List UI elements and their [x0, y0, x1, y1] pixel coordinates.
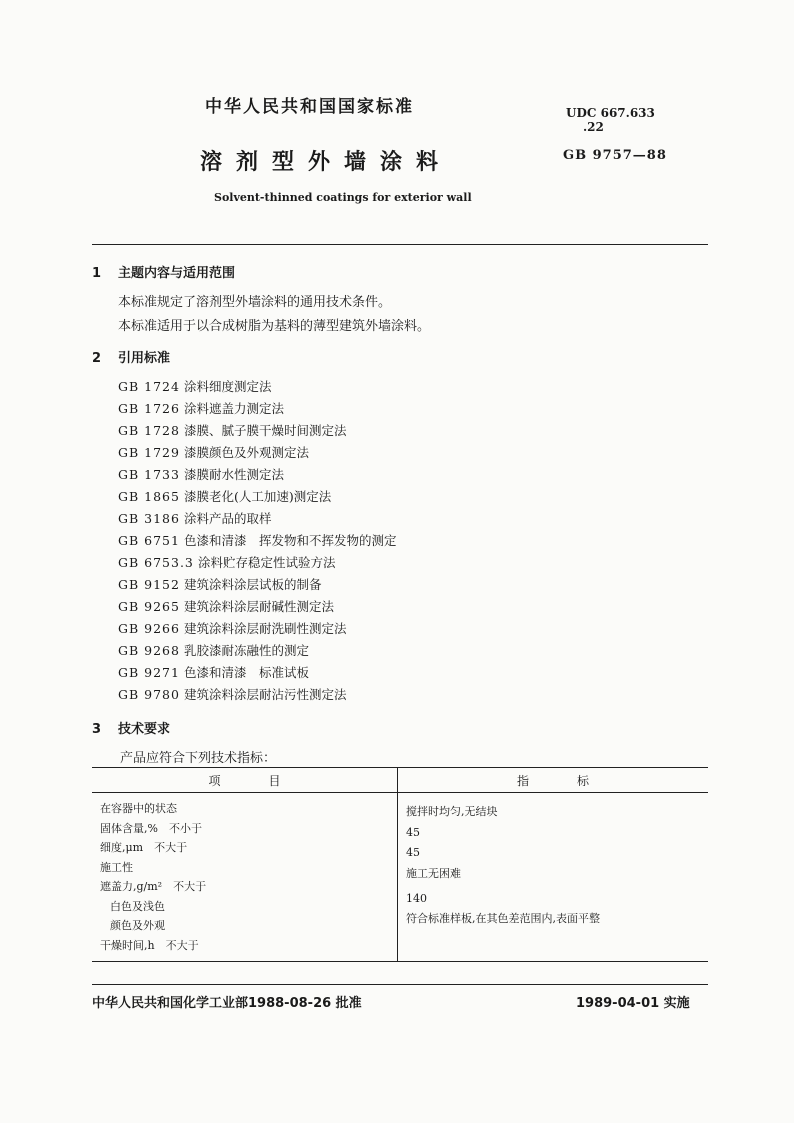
- index-value: 搅拌时均匀,无结块: [406, 805, 498, 818]
- column-header-item: 项 目: [92, 768, 398, 793]
- reference-name: 漆膜老化(人工加速)测定法: [184, 489, 332, 504]
- index-value: 45: [406, 846, 420, 859]
- reference-name: 色漆和清漆 挥发物和不挥发物的测定: [184, 533, 397, 548]
- table-header-row: [92, 768, 708, 793]
- reference-code: GB 1728: [118, 423, 180, 438]
- reference-code: GB 1733: [118, 467, 180, 482]
- reference-item: [118, 663, 309, 681]
- reference-code: GB 9271: [118, 665, 180, 680]
- reference-code: GB 1729: [118, 445, 180, 460]
- section-number: 2: [92, 351, 102, 366]
- reference-item: [118, 487, 331, 505]
- section-2-heading: [92, 347, 170, 366]
- reference-name: 建筑涂料涂层试板的制备: [184, 577, 322, 592]
- item-label: 白色及浅色: [110, 899, 165, 913]
- index-value: 140: [406, 892, 427, 905]
- footer-divider: [92, 984, 708, 985]
- reference-code: GB 6753.3: [118, 555, 194, 570]
- reference-code: GB 1724: [118, 379, 180, 394]
- table-intro: 产品应符合下列技术指标：: [120, 751, 277, 766]
- section-3-heading: [92, 718, 170, 737]
- item-label: 遮盖力,g/m² 不大于: [100, 880, 207, 893]
- section-number: 3: [92, 722, 102, 737]
- reference-code: GB 1865: [118, 489, 180, 504]
- reference-item: [118, 377, 272, 395]
- index-value: 符合标准样板,在其色差范围内,表面平整: [406, 911, 600, 925]
- item-label: 干燥时间,h 不大于: [100, 938, 199, 952]
- reference-name: 涂料遮盖力测定法: [184, 401, 285, 416]
- paragraph: 本标准规定了溶剂型外墙涂料的通用技术条件。: [118, 295, 392, 310]
- gb-number: GB 9757—88: [563, 148, 667, 163]
- index-cell: [398, 793, 709, 962]
- approval-line: 中华人民共和国化学工业部1988-08-26 批准: [92, 996, 362, 1011]
- udc-code: UDC 667.633: [566, 106, 655, 120]
- reference-code: GB 9152: [118, 577, 180, 592]
- reference-name: 漆膜、腻子膜干燥时间测定法: [184, 423, 347, 438]
- reference-name: 漆膜颜色及外观测定法: [184, 445, 310, 460]
- implementation-date: 1989-04-01 实施: [576, 996, 690, 1011]
- reference-name: 建筑涂料涂层耐碱性测定法: [184, 599, 335, 614]
- reference-item: [118, 531, 397, 549]
- index-value: 45: [406, 825, 420, 839]
- reference-name: 涂料产品的取样: [184, 511, 272, 526]
- reference-code: GB 9268: [118, 643, 180, 658]
- item-label: 颜色及外观: [110, 919, 165, 932]
- section-title: 主题内容与适用范围: [118, 266, 236, 281]
- reference-code: GB 9266: [118, 621, 180, 636]
- item-label: 施工性: [100, 860, 133, 874]
- reference-name: 乳胶漆耐冻融性的测定: [184, 643, 310, 658]
- reference-name: 色漆和清漆 标准试板: [184, 665, 310, 680]
- header-divider: [92, 244, 708, 245]
- reference-item: [118, 685, 347, 703]
- section-number: 1: [92, 266, 102, 281]
- reference-name: 建筑涂料涂层耐沾污性测定法: [184, 687, 347, 702]
- table-row: [92, 793, 708, 962]
- paragraph: 本标准适用于以合成树脂为基料的薄型建筑外墙涂料。: [118, 319, 431, 334]
- item-label: 在容器中的状态: [100, 802, 177, 815]
- reference-code: GB 3186: [118, 511, 180, 526]
- reference-name: 涂料贮存稳定性试验方法: [198, 555, 336, 570]
- reference-item: [118, 553, 336, 571]
- reference-item: [118, 597, 334, 615]
- national-standard-title: 中华人民共和国国家标准: [205, 97, 414, 117]
- reference-item: [118, 619, 347, 637]
- document-title: 溶剂型外墙涂料: [200, 150, 453, 175]
- english-title: Solvent-thinned coatings for exterior wall: [214, 191, 472, 204]
- reference-name: 建筑涂料涂层耐洗刷性测定法: [184, 621, 347, 636]
- section-title: 技术要求: [118, 722, 171, 737]
- reference-item: [118, 641, 309, 659]
- reference-item: [118, 465, 284, 483]
- reference-name: 涂料细度测定法: [184, 379, 272, 394]
- item-cell: [92, 793, 398, 962]
- reference-code: GB 6751: [118, 533, 180, 548]
- column-header-index: 指 标: [398, 768, 709, 793]
- item-label: 固体含量,% 不小于: [100, 821, 202, 835]
- reference-name: 漆膜耐水性测定法: [184, 467, 285, 482]
- reference-item: [118, 399, 284, 417]
- technical-requirements-table: [92, 767, 708, 962]
- item-label: 细度,μm 不大于: [100, 841, 188, 854]
- reference-code: GB 9780: [118, 687, 180, 702]
- index-value: 施工无困难: [406, 866, 461, 880]
- section-title: 引用标准: [118, 351, 171, 366]
- section-1-heading: [92, 262, 235, 281]
- reference-item: [118, 443, 309, 461]
- reference-item: [118, 421, 347, 439]
- udc-code-suffix: .22: [583, 120, 604, 134]
- reference-item: [118, 509, 272, 527]
- reference-code: GB 9265: [118, 599, 180, 614]
- reference-code: GB 1726: [118, 401, 180, 416]
- reference-item: [118, 575, 322, 593]
